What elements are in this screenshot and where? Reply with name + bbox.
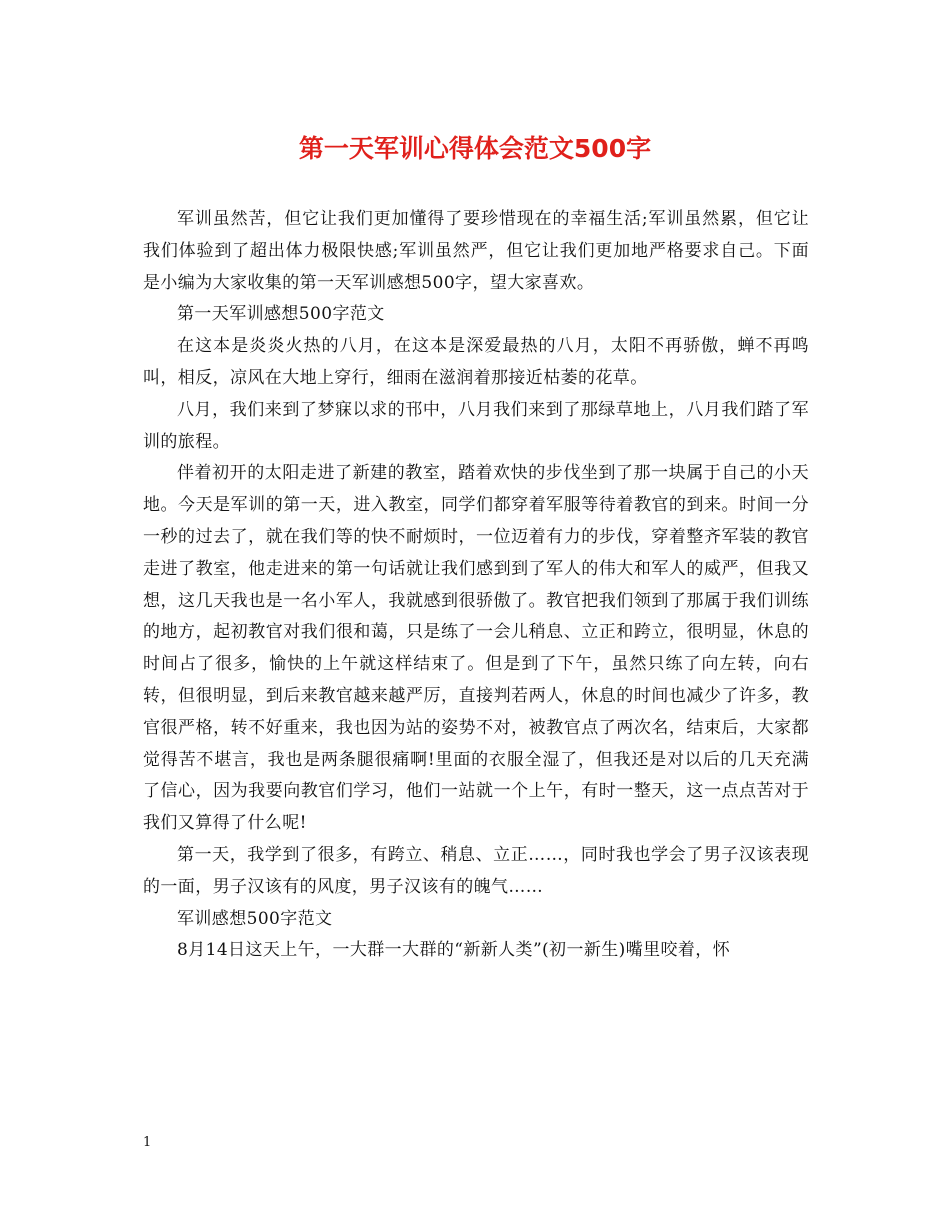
paragraph-august-14: 8月14日这天上午，一大群一大群的“新新人类”(初一新生)嘴里咬着，怀 [177,940,731,961]
section-heading-second: 军训感想500字范文 [177,908,333,929]
document-body [143,204,809,967]
paragraph-learned: 第一天，我学到了很多，有跨立、稍息、立正……，同时我也学会了男子汉该表现的一面，男子汉该有的风度，男子汉该有的魄气…… [143,844,809,897]
paragraph-intro: 军训虽然苦，但它让我们更加懂得了要珍惜现在的幸福生活;军训虽然累，但它让我们体验到了超出体力极限快感;军训虽然严，但它让我们更加地严格要求自己。下面是小编为大家收集的第一天军训感想500字，望大家喜欢。 [143,209,809,293]
section-heading-first-day: 第一天军训感想500字范文 [177,304,385,325]
paragraph-classroom: 伴着初开的太阳走进了新建的教室，踏着欢快的步伐坐到了那一块属于自己的小天地。今天是军训的第一天，进入教室，同学们都穿着军服等待着教官的到来。时间一分一秒的过去了，就在我们等的快不耐烦时，一位迈着有力的步伐，穿着整齐军装的教官走进了教室，他走进来的第一句话就让我们感到到了军人的伟大和军人的威严，但我又想，这几天我也是一名小军人，我就感到很骄傲了。教官把我们领到了那属于我们训练的地方，起初教官对我们很和蔼，只是练了一会儿稍息、立正和跨立，很明显，休息的时间占了很多，愉快的上午就这样结束了。但是到了下午，虽然只练了向左转，向右转，但很明显，到后来教官越来越严厉，直接判若两人，休息的时间也减少了许多，教官很严格，转不好重来，我也因为站的姿势不对，被教官点了两次名，结束后，大家都觉得苦不堪言，我也是两条腿很痛啊!里面的衣服全湿了，但我还是对以后的几天充满了信心，因为我要向教官们学习，他们一站就一个上午，有时一整天，这一点点苦对于我们又算得了什么呢! [143,463,809,834]
paragraph-august: 在这本是炎炎火热的八月，在这本是深爱最热的八月，太阳不再骄傲，蝉不再鸣叫，相反，凉风在大地上穿行，细雨在滋润着那接近枯萎的花草。 [143,336,809,388]
page-number: 1 [143,1135,152,1150]
document-title: 第一天军训心得体会范文500字 [298,134,652,163]
paragraph-arrival: 八月，我们来到了梦寐以求的邗中，八月我们来到了那绿草地上，八月我们踏了军训的旅程。 [143,399,809,452]
